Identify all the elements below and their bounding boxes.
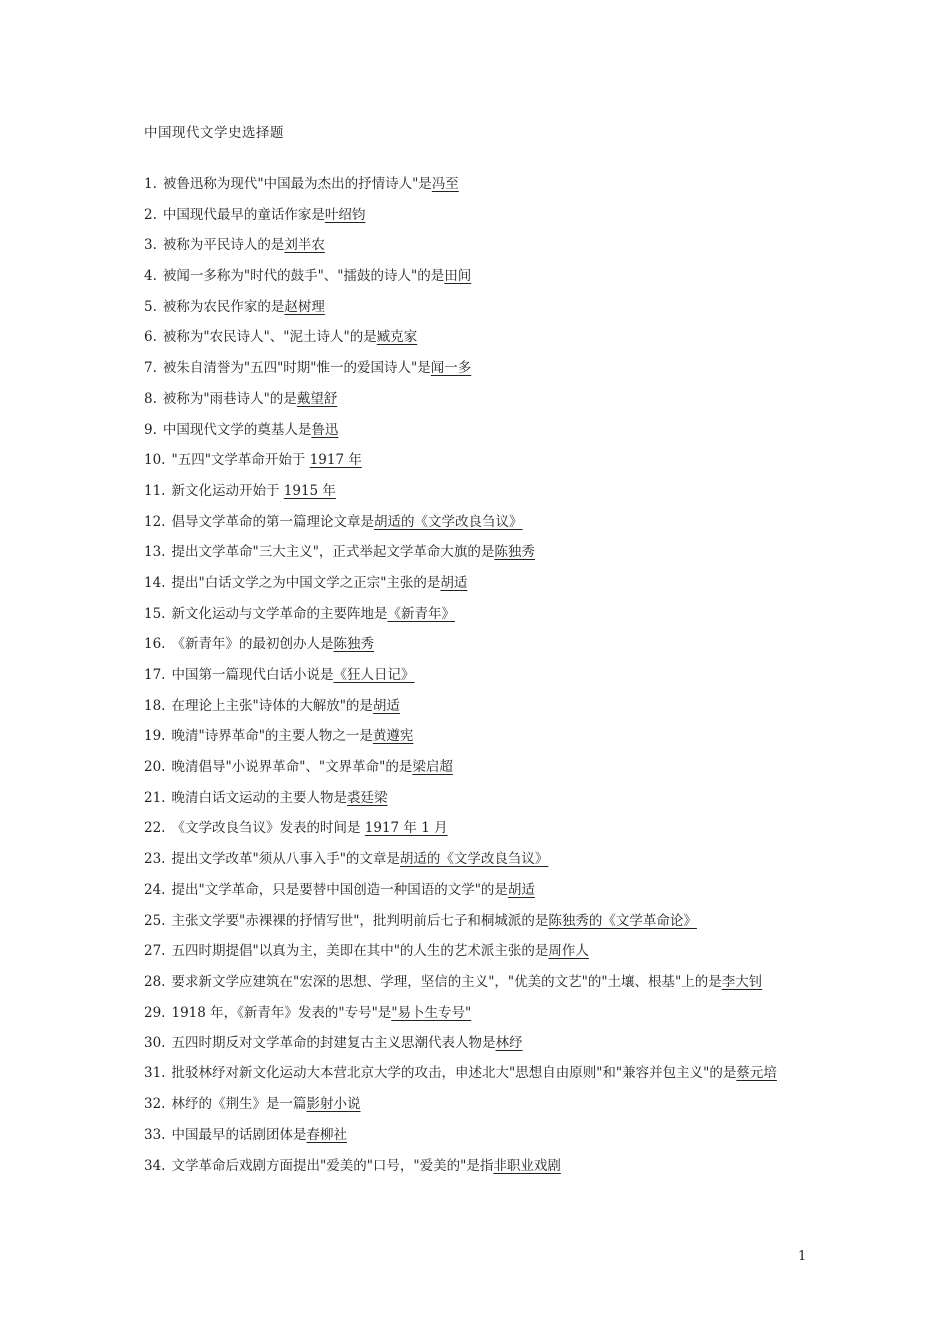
answer-text: 蔡元培 xyxy=(736,1065,777,1082)
question-number: 15. xyxy=(144,605,166,622)
answer-text: 春柳社 xyxy=(306,1127,347,1144)
answer-text: 闻一多 xyxy=(430,360,472,377)
answer-text: 陈独秀 xyxy=(494,544,535,561)
question-number: 7. xyxy=(144,360,157,377)
question-text: 晚清"诗界革命"的主要人物之一是 xyxy=(171,728,373,745)
question-text: 被闻一多称为"时代的鼓手"、"擂鼓的诗人"的是 xyxy=(162,268,445,285)
question-text: "五四"文学革命开始于 xyxy=(171,452,310,469)
question-text: 提出文学革命"三大主义"，正式举起文学革命大旗的是 xyxy=(171,544,495,561)
answer-text: 《新青年》 xyxy=(387,605,455,622)
question-item xyxy=(144,297,814,317)
question-number: 5. xyxy=(144,298,157,315)
question-text: 晚清倡导"小说界革命"、"文界革命"的是 xyxy=(171,759,413,776)
answer-text: 冯至 xyxy=(431,176,459,192)
question-text: 中国第一篇现代白话小说是 xyxy=(171,667,334,683)
question-text: 文学革命后戏剧方面提出"爱美的"口号，"爱美的"是指 xyxy=(171,1157,494,1174)
question-item xyxy=(144,266,814,286)
question-text: 中国现代最早的童话作家是 xyxy=(162,206,325,223)
question-number: 23. xyxy=(144,851,166,868)
answer-text: 1915 年 xyxy=(283,482,336,499)
answer-text: 胡适 xyxy=(372,697,400,714)
question-number: 17. xyxy=(144,667,166,683)
answer-text: 非职业戏剧 xyxy=(493,1157,561,1174)
question-text: 被称为"农民诗人"、"泥土诗人"的是 xyxy=(162,329,377,346)
answer-text: 周作人 xyxy=(548,943,589,960)
question-item xyxy=(144,481,814,501)
answer-text: 《狂人日记》 xyxy=(333,667,415,683)
question-text: 五四时期提倡"以真为主，美即在其中"的人生的艺术派主张的是 xyxy=(171,943,549,960)
question-item xyxy=(144,696,814,716)
question-number: 6. xyxy=(144,329,157,346)
question-number: 31. xyxy=(144,1065,166,1082)
question-item xyxy=(144,849,814,869)
question-number: 32. xyxy=(144,1096,166,1113)
question-number: 30. xyxy=(144,1035,166,1052)
question-text: 批驳林纾对新文化运动大本营北京大学的攻击，申述北大"思想自由原则"和"兼容并包主义"的是 xyxy=(171,1065,737,1082)
question-number: 4. xyxy=(144,268,157,285)
question-item xyxy=(144,389,814,409)
question-item xyxy=(144,604,814,624)
answer-text: "易卜生专号" xyxy=(391,1004,472,1021)
question-number: 2. xyxy=(144,206,157,223)
question-number: 12. xyxy=(144,513,166,530)
answer-text: 林纾 xyxy=(495,1035,523,1052)
question-number: 33. xyxy=(144,1127,166,1144)
question-item xyxy=(144,972,814,992)
question-text: 中国现代文学的奠基人是 xyxy=(162,421,312,438)
question-number: 28. xyxy=(144,973,166,990)
question-number: 27. xyxy=(144,943,166,960)
question-number: 25. xyxy=(144,912,166,929)
question-number: 24. xyxy=(144,881,166,898)
answer-text: 刘半农 xyxy=(284,237,325,254)
question-item xyxy=(144,420,814,440)
answer-text: 胡适的《文学改良刍议》 xyxy=(399,851,549,868)
question-item xyxy=(144,205,814,225)
answer-text: 胡适的《文学改良刍议》 xyxy=(373,513,523,530)
question-text: 被朱自清誉为"五四"时期"惟一的爱国诗人"是 xyxy=(162,360,431,377)
question-number: 22. xyxy=(144,820,166,837)
answer-text: 陈独秀 xyxy=(333,636,374,653)
question-text: 五四时期反对文学革命的封建复古主义思潮代表人物是 xyxy=(171,1035,496,1052)
question-text: 被鲁迅称为现代"中国最为杰出的抒情诗人"是 xyxy=(162,176,432,192)
answer-text: 田间 xyxy=(444,268,472,285)
question-text: 中国最早的话剧团体是 xyxy=(171,1127,307,1144)
answer-text: 戴望舒 xyxy=(296,390,338,407)
answer-text: 叶绍钧 xyxy=(324,206,366,223)
question-text: 1918 年，《新青年》发表的"专号"是 xyxy=(171,1004,392,1021)
question-text: 提出文学改革"须从八事入手"的文章是 xyxy=(171,851,400,868)
question-number: 16. xyxy=(144,636,166,653)
question-item xyxy=(144,542,814,562)
question-item xyxy=(144,665,814,685)
question-item xyxy=(144,327,814,347)
answer-text: 臧克家 xyxy=(376,329,418,346)
question-number: 8. xyxy=(144,390,157,407)
question-text: 《文学改良刍议》发表的时间是 xyxy=(171,820,365,837)
question-number: 11. xyxy=(144,482,166,499)
question-number: 34. xyxy=(144,1157,166,1174)
question-item xyxy=(144,1033,814,1053)
question-number: 1. xyxy=(144,176,157,192)
question-item xyxy=(144,1058,814,1089)
answer-text: 李大钊 xyxy=(721,973,763,990)
question-number: 29. xyxy=(144,1004,166,1021)
question-number: 9. xyxy=(144,421,157,438)
question-item xyxy=(144,1003,814,1023)
question-text: 倡导文学革命的第一篇理论文章是 xyxy=(171,513,374,530)
question-item xyxy=(144,941,814,961)
question-text: 新文化运动与文学革命的主要阵地是 xyxy=(171,605,388,622)
question-item xyxy=(144,512,814,532)
question-number: 18. xyxy=(144,697,166,714)
answer-text: 1917 年 1 月 xyxy=(364,820,448,837)
page-title: 中国现代文学史选择题 xyxy=(144,125,284,141)
question-number: 10. xyxy=(144,452,166,469)
question-number: 20. xyxy=(144,759,166,776)
question-text: 晚清白话文运动的主要人物是 xyxy=(171,789,347,806)
question-item xyxy=(144,1156,814,1176)
question-text: 林纾的《荆生》是一篇 xyxy=(171,1096,307,1113)
answer-text: 胡适 xyxy=(440,574,468,591)
question-list xyxy=(144,174,814,1187)
answer-text: 赵树理 xyxy=(284,298,325,315)
question-item xyxy=(144,818,814,838)
question-text: 主张文学要"赤裸裸的抒情写世"，批判明前后七子和桐城派的是 xyxy=(171,912,549,929)
question-item xyxy=(144,880,814,900)
question-item xyxy=(144,174,814,194)
answer-text: 黄遵宪 xyxy=(372,728,414,745)
question-text: 被称为农民作家的是 xyxy=(162,298,285,315)
page-number: 1 xyxy=(798,1249,807,1264)
question-text: 在理论上主张"诗体的大解放"的是 xyxy=(171,697,373,714)
question-text: 新文化运动开始于 xyxy=(171,482,284,499)
question-text: 《新青年》的最初创办人是 xyxy=(171,636,334,653)
question-text: 要求新文学应建筑在"宏深的思想、学理，坚信的主义"，"优美的文艺"的"土壤、根基"上的是 xyxy=(171,973,722,990)
question-item xyxy=(144,1125,814,1145)
answer-text: 影射小说 xyxy=(306,1096,361,1113)
question-number: 13. xyxy=(144,544,166,561)
answer-text: 梁启超 xyxy=(412,759,453,776)
question-text: 被称为平民诗人的是 xyxy=(162,237,285,254)
question-item xyxy=(144,788,814,808)
question-item xyxy=(144,358,814,378)
question-number: 14. xyxy=(144,574,166,591)
question-number: 21. xyxy=(144,789,166,806)
question-item xyxy=(144,726,814,746)
answer-text: 裘廷梁 xyxy=(346,789,388,806)
answer-text: 胡适 xyxy=(507,881,535,898)
question-number: 19. xyxy=(144,728,166,745)
answer-text: 1917 年 xyxy=(309,452,362,469)
question-text: 提出"白话文学之为中国文学之正宗"主张的是 xyxy=(171,574,441,591)
question-item xyxy=(144,235,814,255)
question-item xyxy=(144,911,814,931)
question-item xyxy=(144,1094,814,1114)
question-text: 被称为"雨巷诗人"的是 xyxy=(162,390,297,407)
answer-text: 鲁迅 xyxy=(311,421,339,438)
question-item xyxy=(144,757,814,777)
question-item xyxy=(144,573,814,593)
question-item xyxy=(144,450,814,470)
question-item xyxy=(144,634,814,654)
question-text: 提出"文学革命，只是要替中国创造一种国语的文学"的是 xyxy=(171,881,508,898)
answer-text: 陈独秀的《文学革命论》 xyxy=(548,912,697,929)
question-number: 3. xyxy=(144,237,157,254)
